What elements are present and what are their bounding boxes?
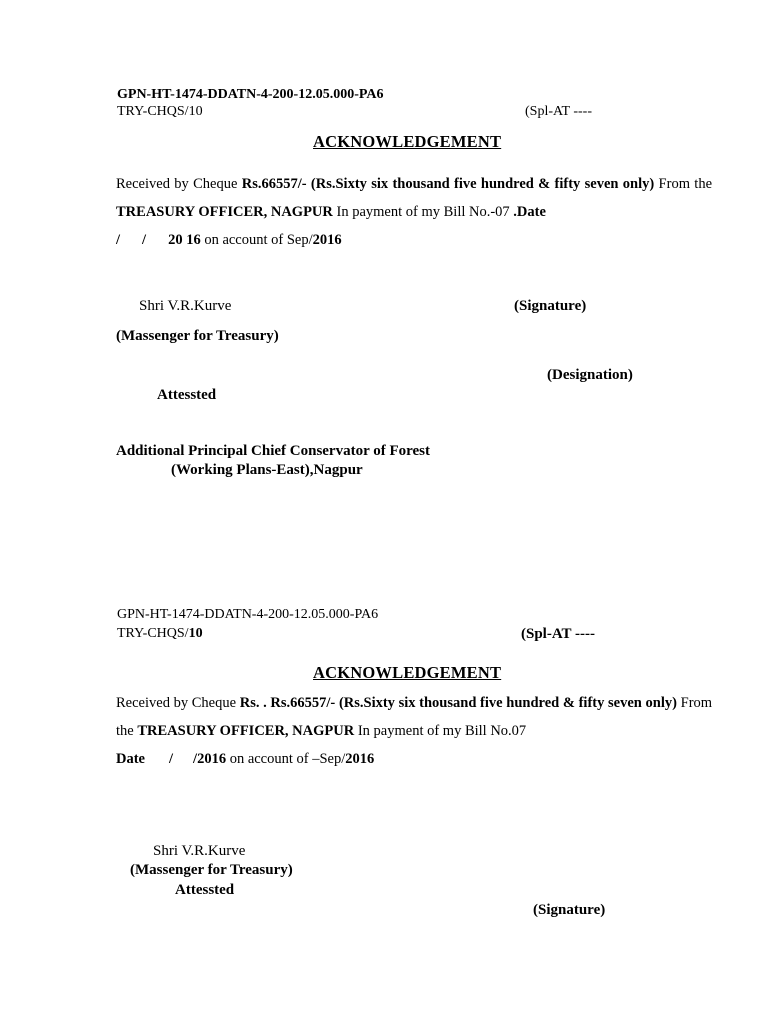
messenger-name: Shri V.R.Kurve [139, 298, 232, 314]
designation-label: (Designation) [547, 367, 633, 383]
date-label: .Date [513, 204, 546, 220]
reference-code: GPN-HT-1474-DDATN-4-200-12.05.000-PA6 [117, 87, 384, 102]
date-line [116, 745, 712, 773]
on-account-year: 2016 [312, 232, 342, 248]
amount-in-words-end: only) [622, 176, 655, 192]
try-chqs-line [117, 104, 203, 120]
amount-in-words-end: seven only) [608, 695, 677, 711]
try-chqs-label: TRY-CHQS/ [117, 626, 189, 641]
spl-at-label: (Spl-AT ---- [525, 104, 593, 119]
attested-label: Attessted [175, 882, 235, 898]
on-account-text: on account of Sep/ [204, 232, 313, 248]
messenger-role: (Massenger for Treasury) [130, 862, 293, 878]
cheque-amount: Rs.66557/- [241, 176, 307, 192]
amount-in-words: (Rs.Sixty six thousand five hundred & fifty seven [310, 176, 619, 192]
cheque-amount: Rs. . Rs.66557/- [239, 695, 336, 711]
date-year: 2016 [197, 751, 227, 767]
date-line [116, 226, 712, 254]
on-account-year: 2016 [345, 751, 375, 767]
date-slash: / [116, 232, 121, 248]
from-the-text: From the [658, 176, 713, 192]
amount-in-words: (Rs.Sixty six thousand five hundred & fifty [338, 695, 605, 711]
received-by-text: Received by Cheque [116, 695, 237, 711]
from-the-text: From the [116, 695, 713, 739]
date-slash: / [193, 751, 198, 767]
reference-code: GPN-HT-1474-DDATN-4-200-12.05.000-PA6 [117, 607, 379, 622]
spl-at-label: (Spl-AT ---- [521, 626, 596, 642]
signature-label: (Signature) [514, 298, 587, 314]
signature-label: (Signature) [533, 902, 606, 918]
messenger-name: Shri V.R.Kurve [153, 843, 246, 859]
attesting-authority-office: (Working Plans-East),Nagpur [171, 462, 363, 478]
attested-label: Attessted [157, 387, 217, 403]
received-by-text: Received by Cheque [116, 176, 238, 192]
acknowledgement-paragraph [116, 689, 712, 773]
payment-bill-text: In payment of my Bill No.07 [357, 723, 527, 739]
try-chqs-number: 10 [188, 104, 203, 119]
try-chqs-line [117, 626, 203, 642]
payment-bill-text: In payment of my Bill No.-07 [336, 204, 510, 220]
on-account-text: on account of –Sep/ [229, 751, 346, 767]
attesting-authority: Additional Principal Chief Conservator of Forest [116, 443, 431, 459]
treasury-officer: TREASURY OFFICER, NAGPUR [116, 204, 333, 220]
try-chqs-label: TRY-CHQS/ [117, 104, 189, 119]
acknowledgement-title: ACKNOWLEDGEMENT [313, 663, 502, 682]
treasury-officer: TREASURY OFFICER, NAGPUR [137, 723, 355, 739]
date-label: Date [116, 751, 145, 767]
date-slash: / [142, 232, 147, 248]
date-slash: / [169, 751, 174, 767]
date-year: 20 16 [168, 232, 201, 248]
messenger-role: (Massenger for Treasury) [116, 328, 279, 344]
try-chqs-number: 10 [188, 626, 203, 641]
acknowledgement-paragraph [116, 170, 712, 254]
acknowledgement-title: ACKNOWLEDGEMENT [313, 132, 502, 151]
